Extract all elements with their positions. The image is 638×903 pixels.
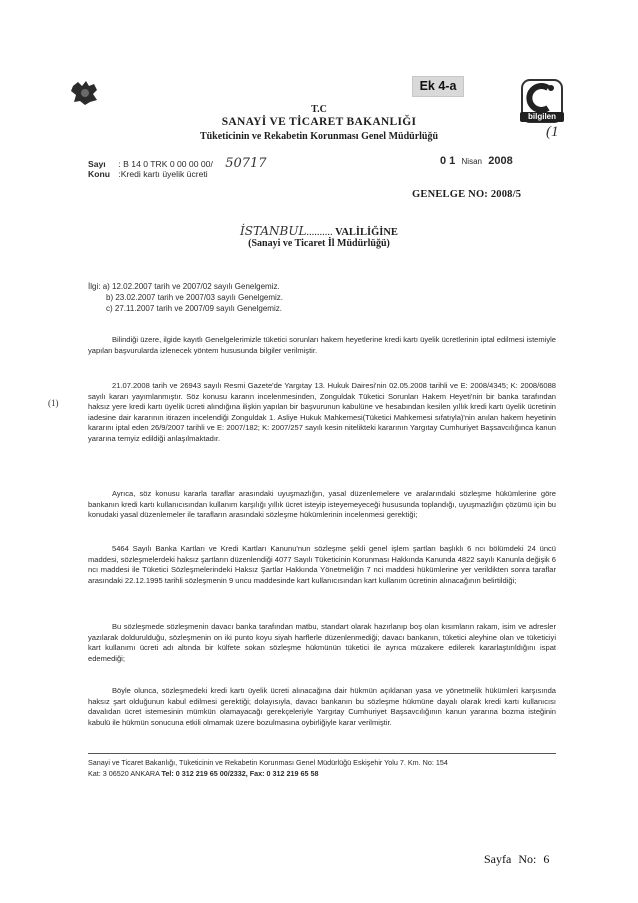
date-day: 0 1 <box>440 155 456 167</box>
konu-value: :Kredi kartı üyelik ücreti <box>118 169 208 179</box>
body-paragraph-1: Bilindiği üzere, ilgide kayıtlı Genelgelerimizle tüketici sorunları hakem heyetlerine kredi kartı üyelik ücretlerinin iptal edilmesi istemiyle yapılan başvurularda izlenecek yöntem hususunda bilgiler verilmiştir. <box>88 335 556 355</box>
references-label: İlgi: <box>88 282 101 291</box>
footer-city: Kat: 3 06520 ANKARA <box>88 768 160 778</box>
tc-label: T.C <box>311 104 327 115</box>
reference-item: b) 23.02.2007 tarih ve 2007/03 sayılı Genelgemiz. <box>106 293 283 302</box>
konu-row <box>88 169 208 179</box>
margin-note-top: (1 <box>546 124 559 140</box>
footer-address <box>88 758 556 779</box>
recipient-dots: .......... <box>306 227 333 238</box>
footer-divider <box>88 753 556 754</box>
footer-contact: Tel: 0 312 219 65 00/2332, Fax: 0 312 219 65 58 <box>161 768 319 778</box>
logo-label: bilgilen <box>520 112 564 122</box>
date-month: Nisan <box>461 157 482 166</box>
sayi-handwritten-number: 50717 <box>225 156 267 171</box>
body-paragraph-4: 5464 Sayılı Banka Kartları ve Kredi Kartları Kanunu'nun sözleşme şekli genel işlem şartları başlıklı 6 ncı bölümdeki 24 üncü maddesi, sözleşmelerdeki haksız şartların düzenlendiği 4077 Sayılı Tüketicinin Korunması Hakkında Kanunda 4822 sayılı Kanunla değişik 6 ncı maddesi ile Tüketici Sözleşmelerindeki Haksız Şartlar Hakkında Yönetmeliğin 7 nci maddesi hükümlerine yer verildikten sonra taraflar arasındaki 22.12.1995 tarihli sözleşmenin 9 uncu maddesinde kart kullanıcısından kart kullanım ücretinin alınacağının belirtildiği; <box>88 544 556 585</box>
reference-item: c) 27.11.2007 tarih ve 2007/09 sayılı Genelgemiz. <box>106 304 282 313</box>
date-year: 2008 <box>488 155 513 167</box>
recipient-valilik: VALİLİĞİNE <box>335 227 398 238</box>
body-paragraph-6: Böyle olunca, sözleşmedeki kredi kartı üyelik ücreti alınacağına dair hükmün açıklanan yasa ve yönetmelik hükümleri karşısında haksız şart olduğunun kabul edilmesi gerektiği; dolayısıyla, davacı bankanın bu sözleşme hükmüne dayalı olarak kredi kartı kullanıcısı davalıdan ücret istemesinin mümkün olamayacağı gerekçeleriyle Yargıtay Cumhuriyet Başsavcılığının kanun yararına bozma isteğinin kabulü ile hükmün sonucuna etkili olmamak üzere bozulmasına oybirliğiyle karar verilmiştir. <box>88 686 556 727</box>
page-number-value: 6 <box>543 852 550 866</box>
recipient-subtitle: (Sanayi ve Ticaret İl Müdürlüğü) <box>248 238 390 249</box>
margin-note-left: (1) <box>48 398 59 408</box>
body-paragraph-2: 21.07.2008 tarih ve 26943 sayılı Resmi Gazete'de Yargıtay 13. Hukuk Dairesi'nin 02.05.2008 tarihli ve E: 2008/4345; K: 2008/6088 sayılı kararı yayımlanmıştır. Söz konusu kararın incelenmesinden, Zonguldak Tüketici Sorunları Hakem Heyeti'nin bir banka tarafından haksız yere kredi kartı üyelik ücreti alındığına ilişkin yapılan bir başvurunun kabulüne ve hesabından kesilen yıllık kredi kartı üyelik ücretinin iadesine dair kararının itirazen incelendiği Zonguldak 1. Asliye Hukuk Mahkemesi(Tüketici Mahkemesi sıfatıyla)'nin anılan hakem heyetinin kararını iptal eden 26/9/2007 tarihli ve E: 2007/182; K: 2007/257 sayılı kesin nitelikteki kararının Yargıtay Cumhuriyet Başsavcılığınca kanun yararına temyiz edildiği anlaşılmaktadır. <box>88 381 556 443</box>
ministry-title: SANAYİ VE TİCARET BAKANLIĞI <box>221 116 417 128</box>
recipient-handwritten: İSTANBUL <box>240 224 307 238</box>
date-stamp <box>440 155 513 167</box>
recipient-title <box>0 224 638 238</box>
body-paragraph-3: Ayrıca, söz konusu kararla taraflar arasındaki uyuşmazlığın, yasal düzenlemelere ve aralarındaki sözleşme hükümlerine göre bankanın kredi kartı kullanıcısından kullanım karşılığı yıllık ücret isteyip isteyemeyeceği hususunda toplandığı, uyuşmazlığın çözümü için bu konudaki yasal düzenlemeler ile tarafların arasındaki sözleşme hükümlerinin incelenmesi gerektiği; <box>88 489 556 520</box>
annex-label: Ek 4-a <box>412 76 464 97</box>
sayi-value: : B 14 0 TRK 0 00 00 00/ <box>118 159 213 169</box>
page-number <box>484 852 549 867</box>
footer-line-2 <box>88 769 556 780</box>
footer-line-1: Sanayi ve Ticaret Bakanlığı, Tüketicinin ve Rekabetin Korunması Genel Müdürlüğü Eskişehir Yolu 7. Km. No: 154 <box>88 758 448 767</box>
sayi-label: Sayı <box>88 159 106 169</box>
page-number-label: Sayfa No: <box>484 852 537 866</box>
konu-label: Konu <box>88 169 110 179</box>
ministry-emblem-icon <box>70 80 100 106</box>
general-directorate-title: Tüketicinin ve Rekabetin Korunması Genel Müdürlüğü <box>199 131 439 142</box>
genelge-number: GENELGE NO: 2008/5 <box>412 189 522 200</box>
reference-item: İlgi: a) 12.02.2007 tarih ve 2007/02 sayılı Genelgemiz. <box>88 282 280 291</box>
references-block <box>88 282 283 313</box>
body-paragraph-5: Bu sözleşmede sözleşmenin davacı banka tarafından matbu, standart olarak hazırlanıp boş olan kısımların rakam, isim ve adresler yazılarak doldurulduğu, sözleşmenin on iki punto koyu siyah harflerle düzenlenmediği; davacı bankanın, tüketici aleyhine olan ve tüketiciyi kart kullanımı ücreti adı altında bir külfete sokan sözleşme hükmünün tüketici ile ayrıca müzakere edilerek kararlaştırıldığını ispat edemediği; <box>88 622 556 663</box>
